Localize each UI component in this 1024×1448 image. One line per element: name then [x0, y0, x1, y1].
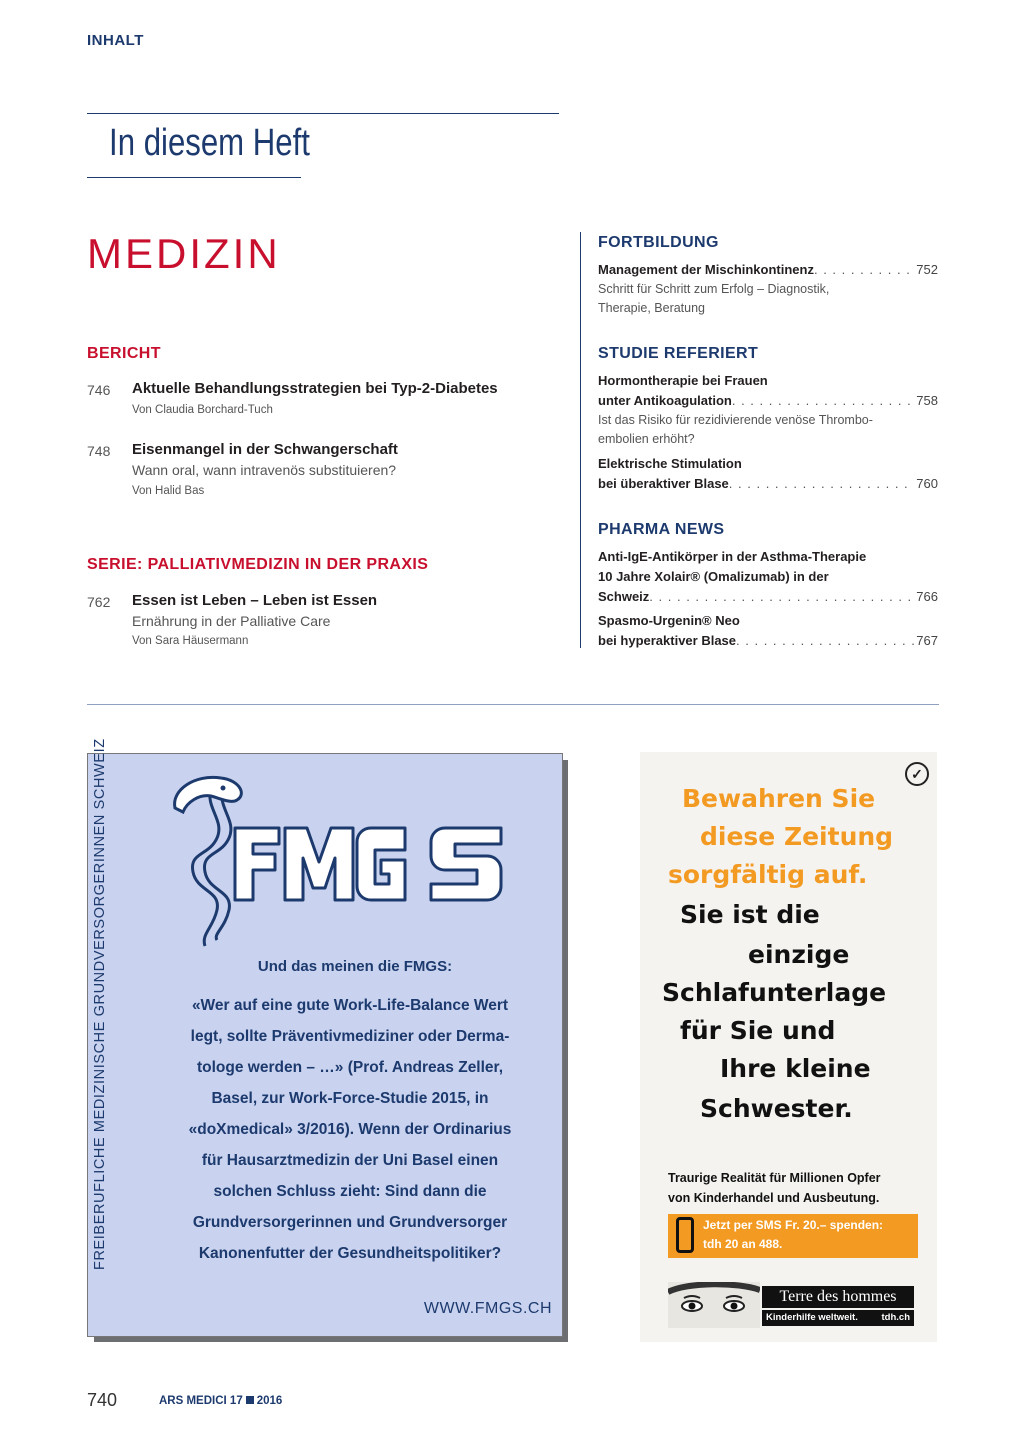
ad-headline-line: Ihre kleine: [720, 1054, 871, 1083]
page-ref: 766: [916, 589, 938, 604]
article-title[interactable]: Elektrische Stimulation: [598, 456, 742, 471]
section-heading-serie: SERIE: PALLIATIVMEDIZIN IN DER PRAXIS: [87, 556, 429, 573]
section-heading-fortbildung: FORTBILDUNG: [598, 234, 719, 251]
ad-headline-line: Schwester.: [700, 1094, 853, 1123]
quote-line: «Wer auf eine gute Work-Life-Balance Wert: [191, 997, 509, 1014]
tdh-slogan: Kinderhilfe weltweit.: [766, 1312, 858, 1323]
article-subtitle: Schritt für Schritt zum Erfolg – Diagnostik,: [598, 282, 830, 296]
quote-line: solchen Schluss zieht: Sind dann die: [213, 1183, 487, 1200]
ad-caption: [668, 1168, 928, 1208]
article-author: Von Sara Häusermann: [132, 635, 249, 647]
page-title: In diesem Heft: [109, 122, 310, 164]
article-author: Von Halid Bas: [132, 485, 205, 497]
toc-entry[interactable]: [598, 476, 938, 491]
quote-line: legt, sollte Präventivmediziner oder Derma-: [190, 1028, 510, 1045]
sms-text: Jetzt per SMS Fr. 20.– spenden:: [703, 1218, 884, 1232]
article-title[interactable]: Eisenmangel in der Schwangerschaft: [132, 441, 398, 458]
ad-headline-line: für Sie und: [680, 1016, 836, 1045]
toc-entry[interactable]: [598, 633, 938, 648]
dot-leader: [814, 262, 914, 277]
fmgs-intro: Und das meinen die FMGS:: [257, 958, 453, 975]
checkmark-icon: ✓: [905, 762, 929, 786]
quote-line: «doXmedical» 3/2016). Wenn der Ordinarius: [188, 1121, 512, 1138]
article-title[interactable]: Anti-IgE-Antikörper in der Asthma-Therapie: [598, 549, 867, 564]
page-ref: 762: [87, 594, 111, 610]
divider: [87, 113, 559, 114]
ad-headline-line: Sie ist die: [680, 900, 820, 929]
page-ref: 752: [916, 262, 938, 277]
page-ref: 746: [87, 382, 111, 398]
section-heading-bericht: BERICHT: [87, 345, 161, 362]
article-title[interactable]: bei überaktiver Blase: [598, 476, 729, 491]
section-heading-pharma: PHARMA NEWS: [598, 521, 725, 538]
section-label: INHALT: [87, 32, 144, 49]
article-title[interactable]: unter Antikoagulation: [598, 393, 732, 408]
article-title[interactable]: Aktuelle Behandlungsstrategien bei Typ-2-Diabetes: [132, 380, 498, 397]
journal-year: 2016: [256, 1395, 283, 1407]
caption-line: Traurige Realität für Millionen Opfer: [668, 1171, 881, 1185]
fmgs-url-link[interactable]: WWW.FMGS.CH: [423, 1300, 552, 1317]
article-title[interactable]: Hormontherapie bei Frauen: [598, 373, 768, 388]
section-heading-studie: STUDIE REFERIERT: [598, 345, 759, 362]
phone-icon: [676, 1217, 694, 1253]
article-subtitle: Ist das Risiko für rezidivierende venöse Thrombo-: [598, 413, 873, 427]
fmgs-logo: [165, 768, 515, 948]
dot-leader: [736, 633, 914, 648]
toc-entry[interactable]: [598, 589, 938, 604]
article-title[interactable]: 10 Jahre Xolair® (Omalizumab) in der: [598, 569, 829, 584]
fmgs-quote: [130, 990, 570, 1269]
tdh-slogan-bar: [762, 1310, 914, 1326]
quote-line: Basel, zur Work-Force-Studie 2015, in: [211, 1090, 489, 1107]
journal-footer: [159, 1395, 282, 1407]
page-number: 740: [87, 1390, 118, 1410]
article-title[interactable]: Essen ist Leben – Leben ist Essen: [132, 592, 378, 609]
ad-headline-line: sorgfältig auf.: [668, 860, 868, 889]
article-subtitle: Wann oral, wann intravenös substituieren?: [132, 462, 397, 478]
page-ref: 760: [916, 476, 938, 491]
tdh-url-link[interactable]: tdh.ch: [881, 1312, 910, 1323]
page-ref: 748: [87, 443, 111, 459]
article-subtitle: embolien erhöht?: [598, 432, 695, 446]
sms-text: tdh 20 an 488.: [703, 1237, 783, 1251]
divider: [87, 704, 939, 705]
article-subtitle: Therapie, Beratung: [598, 301, 706, 315]
ad-headline-line: Schlafunterlage: [662, 978, 887, 1007]
child-face-image: [668, 1282, 760, 1328]
quote-line: für Hausarztmedizin der Uni Basel einen: [201, 1152, 499, 1169]
dot-leader: [649, 589, 914, 604]
quote-line: Kanonenfutter der Gesundheitspolitiker?: [198, 1245, 502, 1262]
divider: [87, 177, 301, 178]
page-ref: 767: [916, 633, 938, 648]
article-title[interactable]: Management der Mischinkontinenz: [598, 262, 814, 277]
fmgs-logo-text: FMGS: [338, 946, 342, 947]
toc-entry[interactable]: [598, 393, 938, 408]
tdh-brand-logo: Terre des hommes: [762, 1286, 914, 1308]
quote-line: tologe werden – …» (Prof. Andreas Zeller,: [196, 1059, 504, 1076]
quote-line: Grundversorgerinnen und Grundversorger: [192, 1214, 508, 1231]
article-title[interactable]: bei hyperaktiver Blase: [598, 633, 737, 648]
article-subtitle: Ernährung in der Palliative Care: [132, 613, 331, 629]
article-title[interactable]: Spasmo-Urgenin® Neo: [598, 613, 740, 628]
category-title: MEDIZIN: [87, 230, 281, 277]
ad-headline-line: Bewahren Sie: [682, 784, 876, 813]
page-ref: 758: [916, 393, 938, 408]
square-icon: [246, 1396, 254, 1404]
fmgs-vertical-label: FREIBERUFLICHE MEDIZINISCHE GRUNDVERSORGERINNEN SCHWEIZ: [92, 738, 108, 1270]
article-title[interactable]: Schweiz: [598, 589, 650, 604]
article-author: Von Claudia Borchard-Tuch: [132, 404, 273, 416]
dot-leader: [729, 476, 915, 491]
caption-line: von Kinderhandel und Ausbeutung.: [668, 1191, 880, 1205]
journal-name: ARS MEDICI 17: [159, 1395, 243, 1407]
dot-leader: [732, 393, 914, 408]
ad-headline-line: einzige: [748, 940, 850, 969]
ad-headline-line: diese Zeitung: [700, 822, 894, 851]
column-divider: [580, 232, 581, 648]
toc-entry[interactable]: [598, 262, 938, 277]
